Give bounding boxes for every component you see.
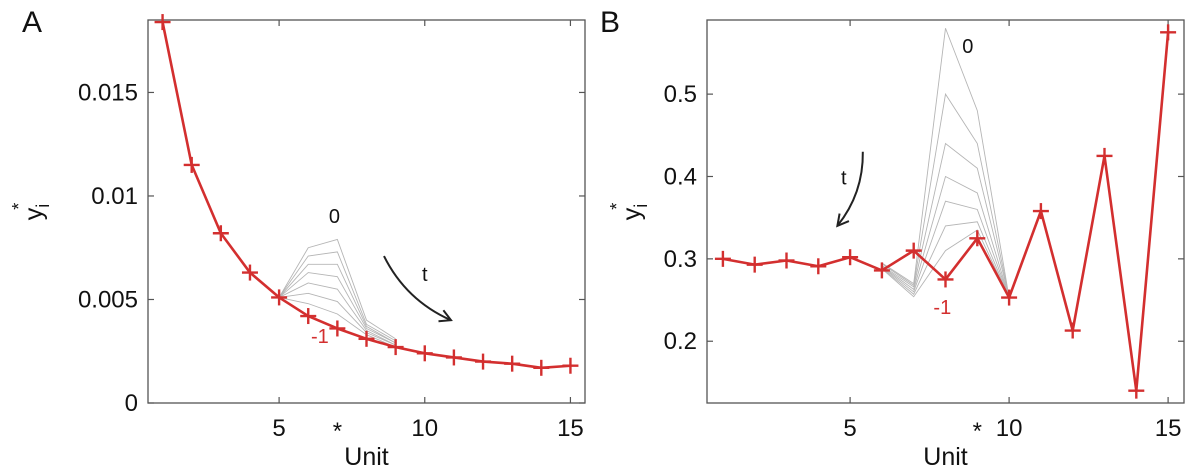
y-axis-label-superscript: * [607,202,627,210]
data-point [155,14,171,30]
data-point [810,258,826,274]
trace-line [882,94,1009,297]
data-point [1160,24,1176,40]
y-tick-label: 0.01 [91,182,138,210]
data-point [779,253,795,269]
annotation: 0 [328,205,341,228]
x-axis-star-marker: * [972,418,982,445]
data-point [329,320,345,336]
x-tick-label: 10 [411,415,439,442]
y-axis-label-subscript: i [33,203,53,208]
data-point [1001,290,1017,306]
annotation: 0 [962,35,974,58]
y-tick-label: 0.3 [663,245,697,273]
data-point [446,349,462,365]
panel-b [600,6,1184,471]
series-line [163,22,571,368]
data-point [874,262,890,278]
panel-letter: B [600,6,621,39]
data-point [388,339,404,355]
y-tick-label: 0 [124,390,138,417]
data-point [842,249,858,265]
data-point [1097,148,1113,164]
data-point [1033,203,1049,219]
data-point [184,157,200,173]
x-axis-star-marker: * [332,418,343,445]
y-axis-label-subscript: i [631,203,651,208]
x-tick-label: 5 [272,415,286,442]
time-arrow [384,256,451,320]
data-point [504,356,520,372]
y-axis-label [9,203,53,221]
y-tick-label: 0.015 [77,79,138,107]
series-line [723,32,1168,390]
y-axis-label [607,203,651,221]
y-axis-label-main: y [618,207,646,221]
y-tick-label: 0.4 [663,163,697,191]
annotation: t [421,263,428,286]
panel-letter: A [22,6,43,39]
x-tick-label: 15 [557,415,584,442]
y-tick-label: 0.2 [663,328,697,356]
data-point [533,360,549,376]
data-point [300,308,316,324]
panel-a [9,6,585,471]
y-tick-label: 0.5 [663,81,697,109]
data-point [475,354,491,370]
data-point [1065,323,1081,339]
data-point [417,345,433,361]
data-point [747,257,763,273]
annotation: -1 [933,297,952,320]
data-point [715,251,731,267]
y-tick-label: 0.005 [77,286,138,314]
x-tick-label: 10 [995,415,1023,442]
annotation: t [840,167,847,190]
data-point [562,358,578,374]
x-axis-label: Unit [923,443,968,471]
y-axis-label-main: y [20,207,48,221]
y-axis-label-superscript: * [9,202,29,210]
x-tick-label: 15 [1154,415,1182,442]
annotation: -1 [310,325,329,348]
x-tick-label: 5 [843,415,857,442]
data-point [1128,383,1144,399]
x-axis-label: Unit [344,443,389,471]
